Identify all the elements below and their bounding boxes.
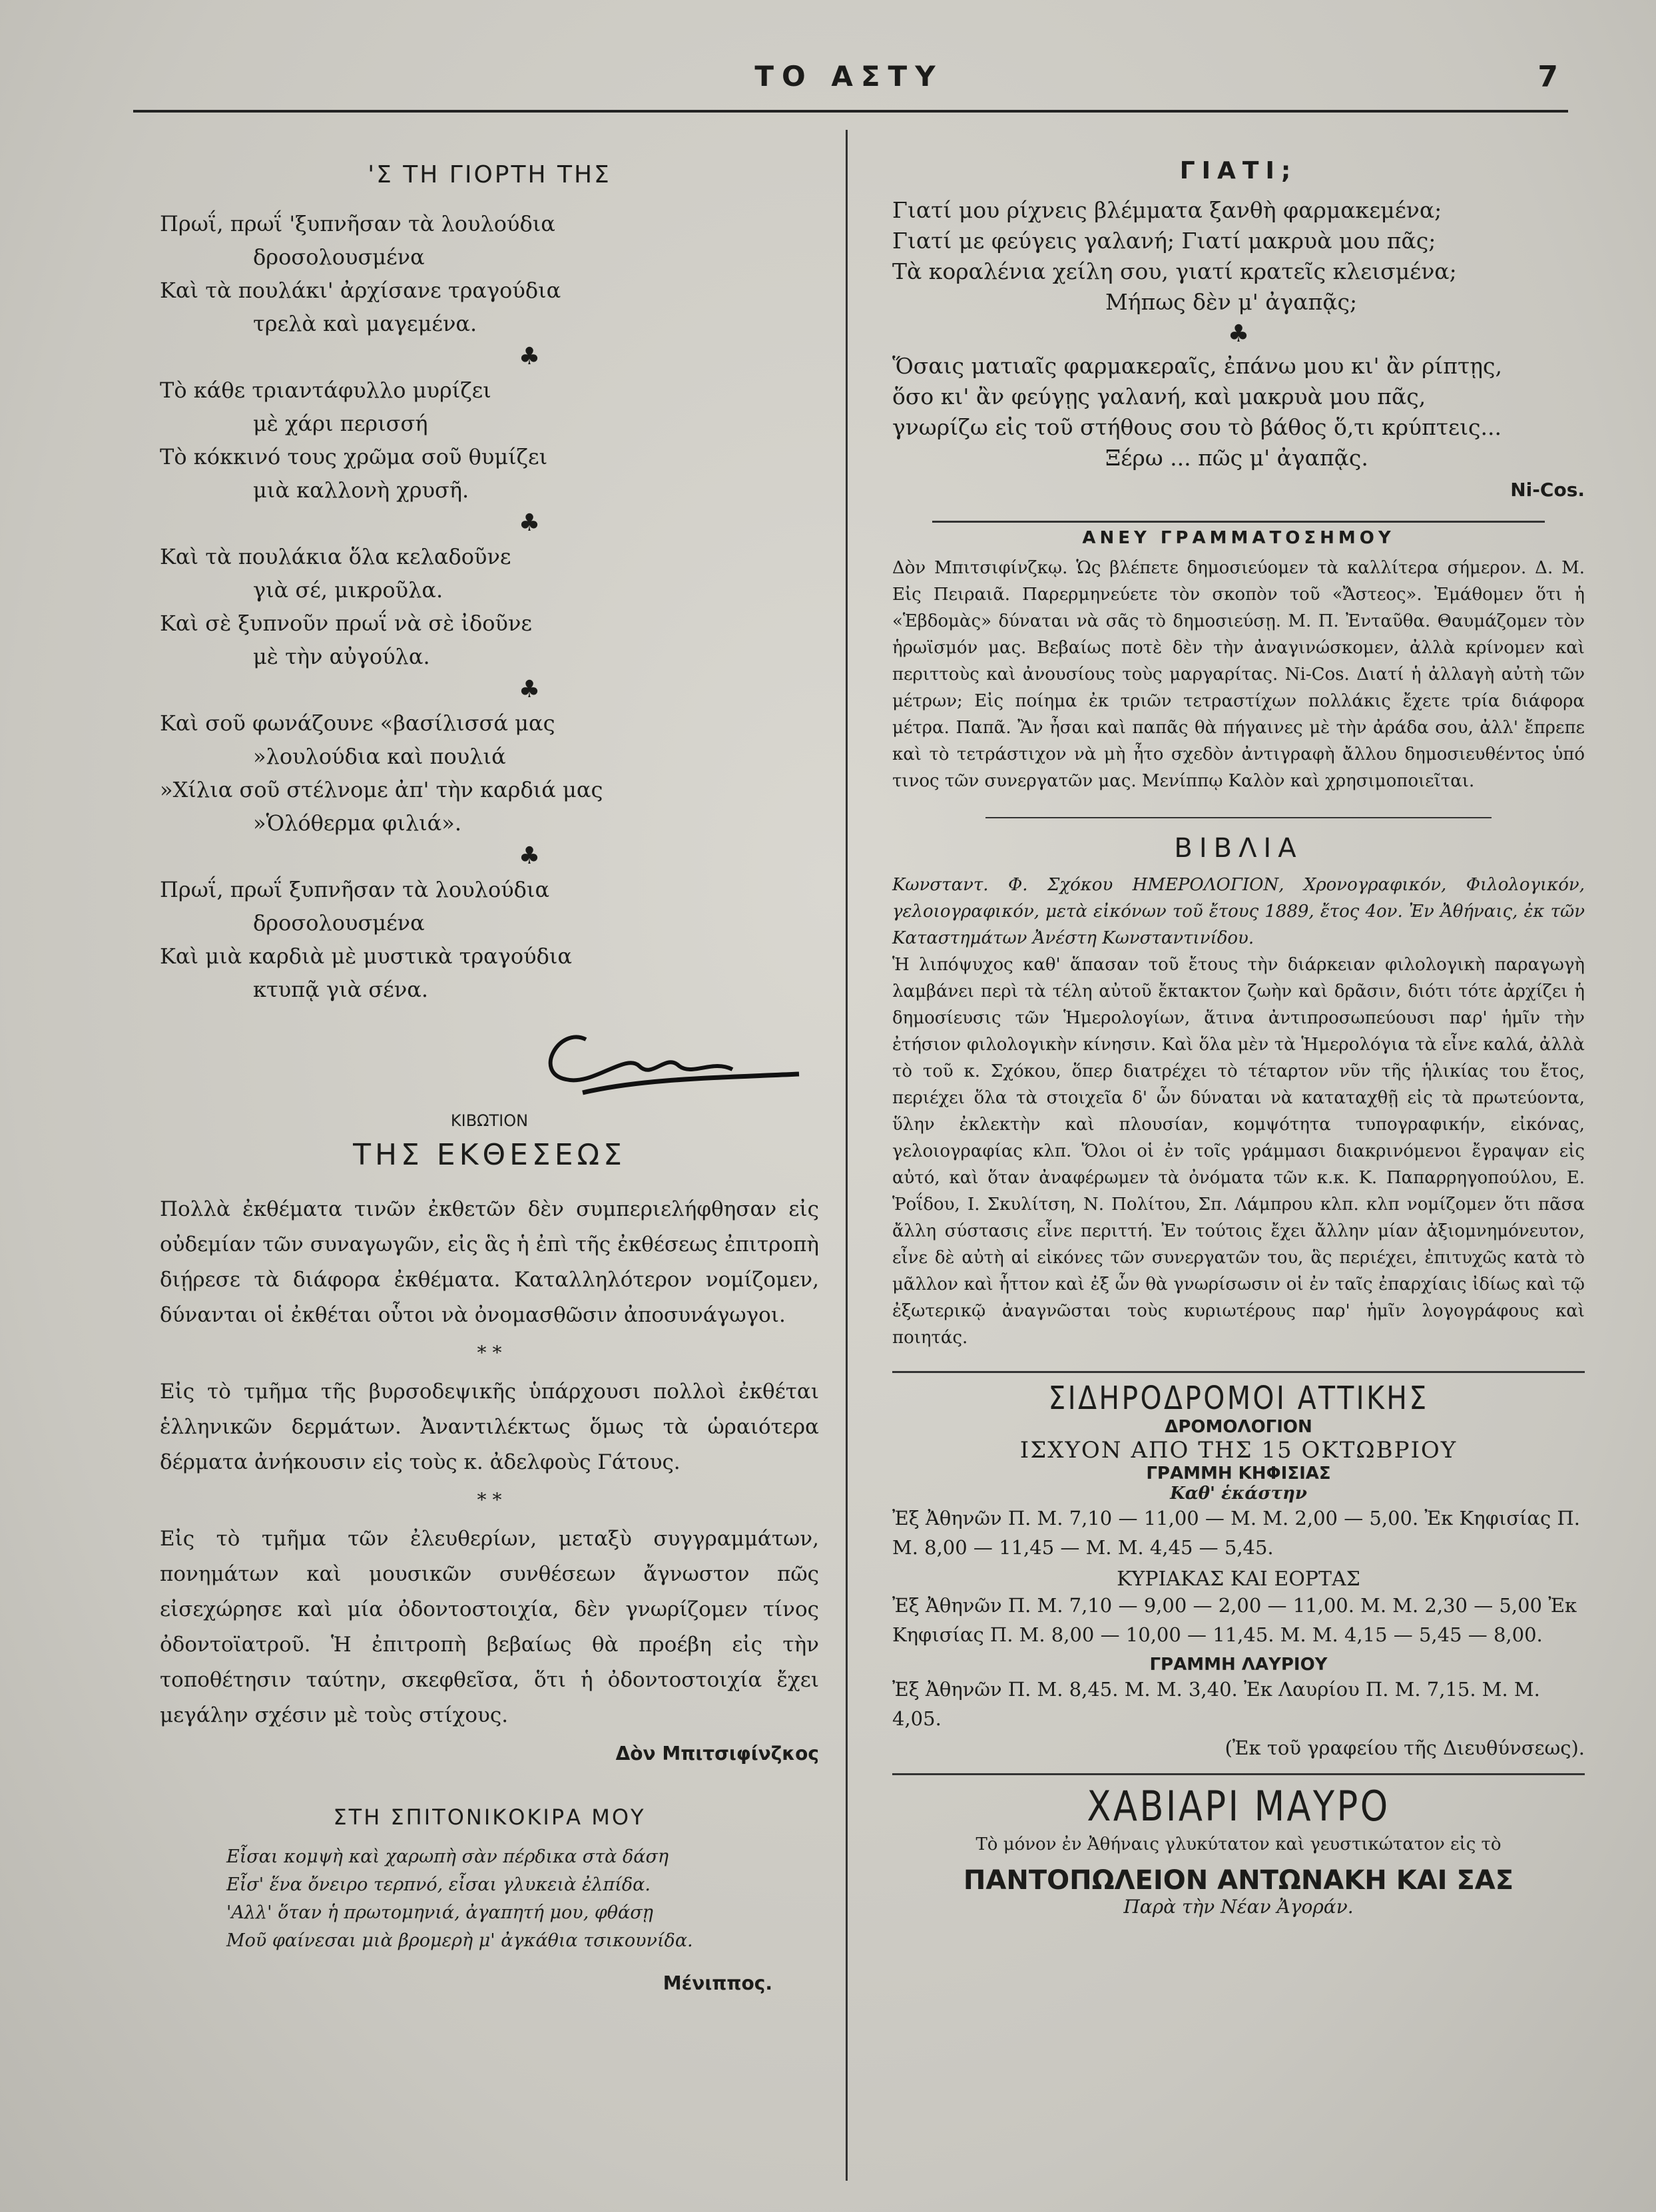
poem-line: ὅσο κι' ἂν φεύγῃς γαλανή, καὶ μακρυὰ μου πᾶς, <box>892 384 1426 410</box>
ad-text: Τὸ μόνον ἐν Ἀθήναις γλυκύτατον καὶ γευστικώτατον εἰς τὸ <box>975 1834 1502 1854</box>
poem2-line: Εἶσαι κομψὴ καὶ χαρωπὴ σὰν πέρδικα στὰ δάση <box>226 1846 669 1867</box>
railway-sunday-times: Ἐξ Ἀθηνῶν Π. Μ. 7,10 — 9,00 — 2,00 — 11,00. Μ. Μ. 2,30 — 5,00 Ἐκ Κηφισίας Π. Μ. 8,00 — 10,00 — 11,45. Μ. Μ. 4,15 — 5,45 — 8,00. <box>892 1594 1577 1646</box>
railway-note: (Ἐκ τοῦ γραφείου τῆς Διευθύνσεως). <box>1225 1737 1585 1759</box>
railway-valid: ΙΣΧΥΟΝ ΑΠΟ ΤΗΣ 15 ΟΚΤΩΒΡΙΟΥ <box>1019 1437 1458 1464</box>
poem-title: ΓΙΑΤΙ; <box>1179 157 1298 184</box>
poem-line: τρελὰ καὶ μαγεμένα. <box>253 311 477 336</box>
poem-line: Καὶ τὰ πουλάκι' ἀρχίσανε τραγούδια <box>160 278 561 303</box>
poem-line: μιὰ καλλονὴ χρυσῆ. <box>253 477 469 503</box>
poem-stanza-1 <box>892 195 1585 318</box>
ornament-icon: ♣ <box>518 842 541 870</box>
railway-lavrio-times: Ἐξ Ἀθηνῶν Π. Μ. 8,45. Μ. Μ. 3,40. Ἐκ Λαυρίου Π. Μ. 7,15. Μ. Μ. 4,05. <box>892 1678 1540 1730</box>
poem-line: μὲ χάρι περισσή <box>253 411 428 436</box>
railway-title: ΣΙΔΗΡΟΔΡΟΜΟΙ ΑΤΤΙΚΗΣ <box>1048 1380 1429 1417</box>
poem-line: »λουλούδια καὶ πουλιά <box>253 744 506 769</box>
article-paragraph-1: Πολλὰ ἐκθέματα τινῶν ἐκθετῶν δὲν συμπεριελήφθησαν εἰς οὐδεμίαν τῶν συναγωγῶν, εἰς ἃς ἡ ἐπὶ τῆς ἐκθέσεως ἐπιτροπὴ διῄρεσε τὰ διάφορα ἐκθέματα. Καταλληλότερον νομίζομεν, δύνανται οἱ ἐκθέται οὗτοι νὰ ὀνομασθῶσιν ἀποσυνάγωγοι. <box>160 1197 819 1327</box>
railway-sunday: ΚΥΡΙΑΚΑΣ ΚΑΙ ΕΟΡΤΑΣ <box>1117 1567 1360 1591</box>
poem-signature: Ni-Cos. <box>1510 479 1585 501</box>
poem-line: Μήπως δὲν μ' ἀγαπᾷς; <box>1105 289 1358 315</box>
ornament-icon: ♣ <box>518 676 541 703</box>
railway-line-2: ΓΡΑΜΜΗ ΛΑΥΡΙΟΥ <box>1149 1655 1328 1675</box>
poem <box>160 207 819 1006</box>
poem-line: Καὶ τὰ πουλάκια ὅλα κελαδοῦνε <box>160 544 511 569</box>
correspondence-text: Δὸν Μπιτσιφίνζκῳ. Ὡς βλέπετε δημοσιεύομεν τὰ καλλίτερα σήμερον. Δ. Μ. Εἰς Πειραιᾶ. Παρερμηνεύετε τὸν σκοπὸν τοῦ «Ἄστεος». Ἐμάθομεν ὅτι ἡ «Ἑβδομὰς» δύναται νὰ σᾶς τὸ δημοσιεύσῃ. Μ. Π. Ἐνταῦθα. Θαυμάζομεν τὸν ἡρωϊσμόν μας. Βεβαίως ποτὲ δὲν τὴν ἀναγινώσκομεν, ἀλλὰ κρίνομεν καὶ περιττοὺς καὶ ἀνουσίους τοὺς μαργαρίτας. Ni-Cos. Διατί ἡ ἀλλαγὴ αὐτὴ τῶν μέτρων; Εἰς ποίημα ἐκ τριῶν τετραστίχων πολλάκις ἔχετε τρία διάφορα μέτρα. Παπᾶ. Ἂν ἦσαι καὶ παπᾶς θὰ πήγαινες μὲ τὴν ἀράδα σου, ἀλλ' ἔπρεπε καὶ τὸ τετράστιχον νὰ μὴ ἦτο σχεδὸν ἀντιγραφὴ ἄλλου δημοσιευθέντος ὑπό τινος τῶν συνεργατῶν μας. Μενίππῳ Καλὸν καὶ χρησιμοποιεῖται. <box>892 558 1585 791</box>
poem-line: »Χίλια σοῦ στέλνομε ἀπ' τὴν καρδιά μας <box>160 777 603 802</box>
poem-line: γνωρίζω εἰς τοῦ στήθους σου τὸ βάθος ὅ,τι κρύπτεις... <box>892 414 1502 440</box>
signature-flourish <box>160 1013 819 1099</box>
poem-line: δροσολουσμένα <box>253 244 425 270</box>
poem2-line: 'Αλλ' ὅταν ἡ πρωτομηνιά, ἀγαπητή μου, φθάσῃ <box>226 1902 653 1923</box>
poem-line: μὲ τὴν αὐγούλα. <box>253 644 430 669</box>
article-paragraph-3: Εἰς τὸ τμῆμα τῶν ἐλευθερίων, μεταξὺ συγγραμμάτων, πονημάτων καὶ μουσικῶν συνθέσεων ἄγνωστον πῶς εἰσεχώρησε καὶ μία ὀδοντοστοιχία, δὲν γνωρίζομεν τίνος ὀδοντοϊατροῦ. Ἡ ἐπιτροπὴ βεβαίως θὰ προέβη εἰς τὴν τοποθέτησιν ταύτην, σκεφθεῖσα, ὅτι ἡ ὀδοντοστοιχία ἔχει μεγάλην σχέσιν μὲ τοὺς στίχους. <box>160 1527 819 1727</box>
railway-line-1: ΓΡΑΜΜΗ ΚΗΦΙΣΙΑΣ <box>1146 1464 1331 1484</box>
poem-line: δροσολουσμένα <box>253 910 425 936</box>
ornament-icon: ♣ <box>1227 320 1250 348</box>
poem2-title: ΣΤΗ ΣΠΙΤΟΝΙΚΟΚΙΡΑ ΜΟΥ <box>333 1804 646 1830</box>
left-column <box>160 146 819 1994</box>
poem-line: Πρωΐ, πρωΐ 'ξυπνῆσαν τὰ λουλούδια <box>160 211 555 236</box>
books-title: ΒΙΒΛΙΑ <box>1174 833 1303 864</box>
books-intro: Κωνσταντ. Φ. Σχόκου ΗΜΕΡΟΛΟΓΙΟΝ, Χρονογραφικόν, Φιλολογικόν, γελοιογραφικόν, μετὰ εἰκόνων τοῦ ἔτους 1889, ἔτος 4ον. Ἐν Ἀθήναις, ἐκ τῶν Καταστημάτων Ἀνέστη Κωνσταντινίδου. <box>892 875 1585 948</box>
poem2-line: Εἶσ' ἕνα ὄνειρο τερπνό, εἶσαι γλυκειὰ ἐλπίδα. <box>226 1874 651 1895</box>
ad-shop: ΠΑΝΤΟΠΩΛΕΙΟΝ ΑΝΤΩΝΑΚΗ ΚΑΙ ΣΑΣ <box>963 1865 1514 1896</box>
poem-line: Καὶ σὲ ξυπνοῦν πρωΐ νὰ σὲ ἰδοῦνε <box>160 611 532 636</box>
poem-line: Γιατί με φεύγεις γαλανή; Γιατί μακρυὰ μου πᾶς; <box>892 228 1436 254</box>
poem2-line: Μοῦ φαίνεσαι μιὰ βρομερὴ μ' ἀγκάθια τσικουνίδα. <box>226 1930 693 1951</box>
poem-line: »Ὁλόθερμα φιλιά». <box>253 810 461 836</box>
poem-line: Τὸ κόκκινό τους χρῶμα σοῦ θυμίζει <box>160 444 548 469</box>
page-header <box>133 60 1565 113</box>
railway-daily-times: Ἐξ Ἀθηνῶν Π. Μ. 7,10 — 11,00 — Μ. Μ. 2,00 — 5,00. Ἐκ Κηφισίας Π. Μ. 8,00 — 11,45 — Μ. Μ. 4,45 — 5,45. <box>892 1507 1580 1559</box>
header-rule <box>133 110 1568 113</box>
ad-place: Παρὰ τὴν Νέαν Ἀγοράν. <box>1123 1896 1354 1918</box>
poem-line: γιὰ σέ, μικροῦλα. <box>253 577 443 603</box>
article-kicker: ΚΙΒΩΤΙΟΝ <box>450 1111 529 1130</box>
divider <box>985 817 1492 818</box>
section-stars: * * <box>477 1342 502 1364</box>
column-rule <box>846 130 848 2181</box>
poem-line: Ξέρω ... πῶς μ' ἀγαπᾷς. <box>1105 445 1368 471</box>
poem-line: Καὶ μιὰ καρδιὰ μὲ μυστικὰ τραγούδια <box>160 944 573 969</box>
poem2-body <box>160 1843 819 1955</box>
ad-title: ΧΑΒΙΑΡΙ ΜΑΥΡΟ <box>1087 1782 1390 1830</box>
masthead: ΤΟ ΑΣΤΥ <box>754 60 944 93</box>
divider <box>892 1371 1585 1373</box>
article-paragraph-2: Εἰς τὸ τμῆμα τῆς βυρσοδεψικῆς ὑπάρχουσι πολλοὶ ἐκθέται ἑλληνικῶν δερμάτων. Ἀναντιλέκτως ὅμως τὰ ὡραιότερα δέρματα ἀνήκουσιν εἰς τοὺς κ. ἀδελφοὺς Γάτους. <box>160 1380 819 1474</box>
poem-line: Γιατί μου ρίχνεις βλέμματα ξανθὴ φαρμακεμένα; <box>892 197 1442 223</box>
right-column <box>892 146 1585 1918</box>
page-number: 7 <box>1537 60 1558 94</box>
divider <box>932 521 1545 523</box>
correspondence-title: ΑΝΕΥ ΓΡΑΜΜΑΤΟΣΗΜΟΥ <box>1082 528 1395 548</box>
books-body: Ἡ λιπόψυχος καθ' ἅπασαν τοῦ ἔτους τὴν διάρκειαν φιλολογικὴ παραγωγὴ λαμβάνει περὶ τὰ τέλη αὐτοῦ ἔκτακτον ζωὴν καὶ δρᾶσιν, διότι τότε ἀρχίζει ἡ δημοσίευσις τῶν Ἡμερολογίων, ἅτινα ἀντιπροσωπεύουσι παρ' ἡμῖν τὴν ἐτήσιον φιλολογικὴν κίνησιν. Καὶ ὅλα μὲν τὰ Ἡμερολόγια τὰ εἶνε καλά, ἀλλὰ τὸ τοῦ κ. Σχόκου, ὅπερ διατρέχει τὸ τέταρτον νῦν τῆς ἡλικίας του ἔτος, περιέχει ὅλα τὰ στοιχεῖα δ' ὧν δύναται νὰ καταταχθῇ εἰς τὰ πρωτεύοντα, ὕλην ἐκλεκτὴν καὶ πλουσίαν, κομψότητα τυπογραφικήν, εἰκόνας, γελοιογραφίας κλπ. Ὅλοι οἱ ἐν τοῖς γράμμασι διακρινόμενοι ἔγραψαν εἰς αὐτό, καὶ ὅταν ἀναφέρωμεν τὰ ὀνόματα τῶν κ.κ. Κ. Παπαρρηγοπούλου, Ε. Ῥοΐδου, Ι. Σκυλίτση, Ν. Πολίτου, Σπ. Λάμπρου κλπ. κλπ νομίζομεν ὅτι πᾶσα ἄλλη σύστασις εἶνε περιττή. Ἐν τούτοις ἔχει ἄλλην μίαν ἀξιομνημόνευτον, εἶνε δὲ αὐτὴ αἱ εἰκόνες τῶν συνεργατῶν του, ἃς περιέχει, ἐπιτυχῶς κατὰ τὸ μᾶλλον καὶ ἧττον καὶ ἐξ ὧν θὰ γνωρίσωσιν οἱ ἐν ταῖς ἐπαρχίαις ἰδίως καὶ τῷ ἐξωτερικῷ ἀναγνῶσται τοὺς κυριωτέρους παρ' ἡμῖν λογογράφους καὶ ποιητάς. <box>892 955 1585 1348</box>
poem-line: Πρωΐ, πρωΐ ξυπνῆσαν τὰ λουλούδια <box>160 877 550 902</box>
poem-line: Ὅσαις ματιαῖς φαρμακεραῖς, ἐπάνω μου κι' ἂν ρίπτῃς, <box>892 353 1502 379</box>
poem-title: 'Σ ΤΗ ΓΙΟΡΤΗ ΤΗΣ <box>368 161 611 188</box>
railway-subtitle: ΔΡΟΜΟΛΟΓΙΟΝ <box>1165 1417 1312 1437</box>
signature-area <box>160 1013 819 1099</box>
ornament-icon: ♣ <box>518 343 541 370</box>
poem-line: Καὶ σοῦ φωνάζουνε «βασίλισσά μας <box>160 710 555 736</box>
poem-line: κτυπᾷ γιὰ σένα. <box>253 977 429 1002</box>
poem-stanza-2 <box>892 351 1585 473</box>
section-stars: * * <box>477 1489 502 1511</box>
railway-daily: Καθ' ἑκάστην <box>1170 1484 1307 1504</box>
poem2-signature: Μένιππος. <box>663 1972 772 1994</box>
ornament-icon: ♣ <box>518 509 541 537</box>
article-title: ΤΗΣ ΕΚΘΕΣΕΩΣ <box>353 1138 626 1172</box>
poem-line: Τὰ κοραλένια χείλη σου, γιατί κρατεῖς κλεισμένα; <box>892 258 1457 284</box>
article-signature: Δὸν Μπιτσιφίνζκος <box>615 1743 819 1765</box>
divider <box>892 1773 1585 1775</box>
poem-line: Τὸ κάθε τριαντάφυλλο μυρίζει <box>160 378 491 403</box>
